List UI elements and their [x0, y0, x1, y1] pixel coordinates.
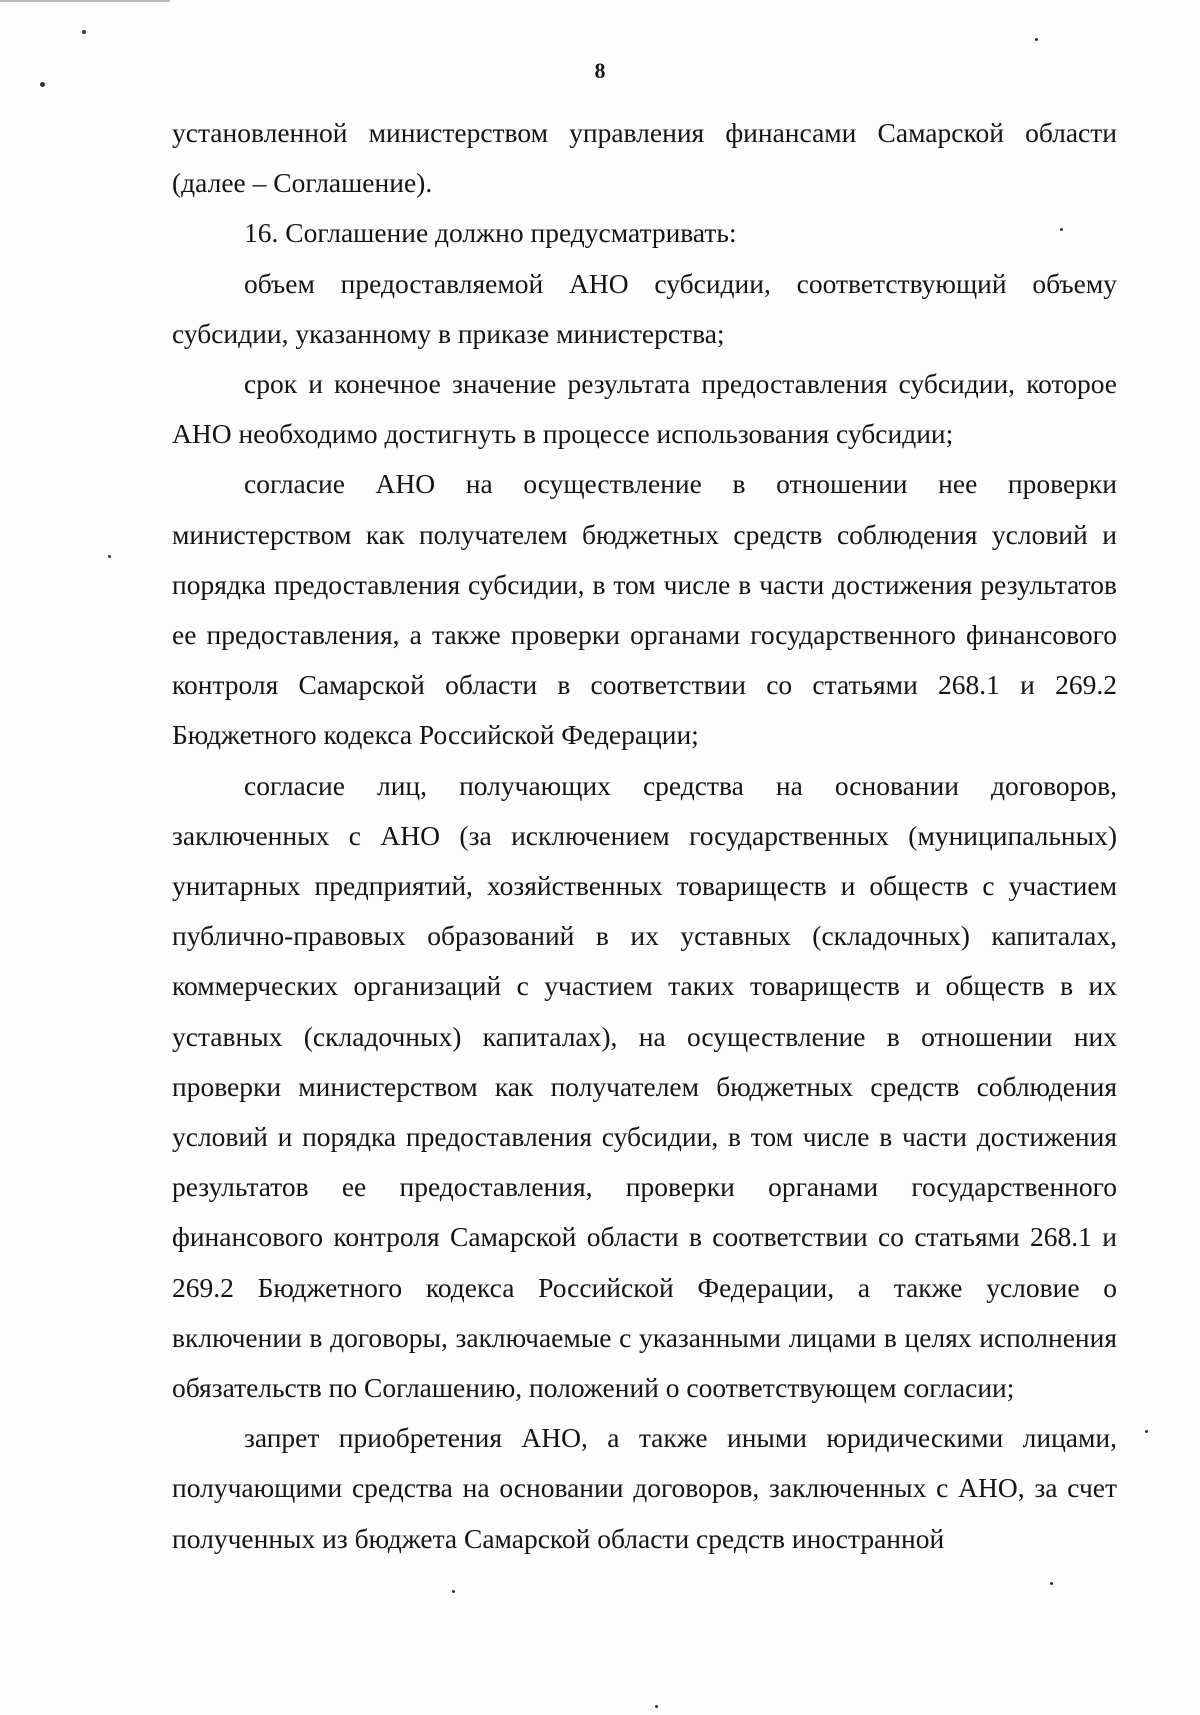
- document-body: [172, 108, 1117, 1564]
- scan-speck: [655, 1705, 658, 1708]
- scan-speck: [452, 1590, 455, 1593]
- page-number: 8: [594, 58, 606, 83]
- paragraph-item-16: 16. Соглашение должно предусматривать:: [244, 217, 737, 249]
- paragraph-ano-consent: согласие АНО на осуществление в отношении нее проверки министерством как получателем бюджетных средств соблюдения условий и порядка предоставления субсидии, в том числе в части достижения результатов ее предоставления, а также проверки органами государственного финансового контроля Самарской области в соответствии со статьями 268.1 и 269.2 Бюджетного кодекса Российской Федерации;: [172, 468, 1117, 751]
- scan-speck: [108, 555, 111, 558]
- scan-speck: [82, 30, 86, 34]
- scan-speck: [1145, 1430, 1148, 1433]
- scan-edge-mark: [0, 0, 170, 2]
- paragraph-term-result: срок и конечное значение результата предоставления субсидии, которое АНО необходимо достигнуть в процессе использования субсидии;: [172, 368, 1117, 450]
- paragraph-persons-consent: согласие лиц, получающих средства на основании договоров, заключенных с АНО (за исключением государственных (муниципальных) унитарных предприятий, хозяйственных товариществ и обществ с участием публично-правовых образований в их уставных (складочных) капиталах, коммерческих организаций с участием таких товариществ и обществ в их уставных (складочных) капиталах), на осуществление в отношении них проверки министерством как получателем бюджетных средств соблюдения условий и порядка предоставления субсидии, в том числе в части достижения результатов ее предоставления, проверки органами государственного финансового контроля Самарской области в соответствии со статьями 268.1 и 269.2 Бюджетного кодекса Российской Федерации, а также условие о включении в договоры, заключаемые с указанными лицами в целях исполнения обязательств по Соглашению, положений о соответствующем согласии;: [172, 769, 1117, 1404]
- paragraph-continuation: установленной министерством управления финансами Самарской области (далее – Соглашение).: [172, 117, 1117, 199]
- scan-speck: [1060, 228, 1063, 231]
- scan-speck: [40, 82, 45, 87]
- paragraph-purchase-ban: запрет приобретения АНО, а также иными юридическими лицами, получающими средства на основании договоров, заключенных с АНО, за счет полученных из бюджета Самарской области средств иностранной: [172, 1422, 1117, 1554]
- paragraph-subsidy-volume: объем предоставляемой АНО субсидии, соответствующий объему субсидии, указанному в приказе министерства;: [172, 267, 1117, 349]
- scan-speck: [1050, 1582, 1053, 1585]
- scan-speck: [1035, 38, 1038, 41]
